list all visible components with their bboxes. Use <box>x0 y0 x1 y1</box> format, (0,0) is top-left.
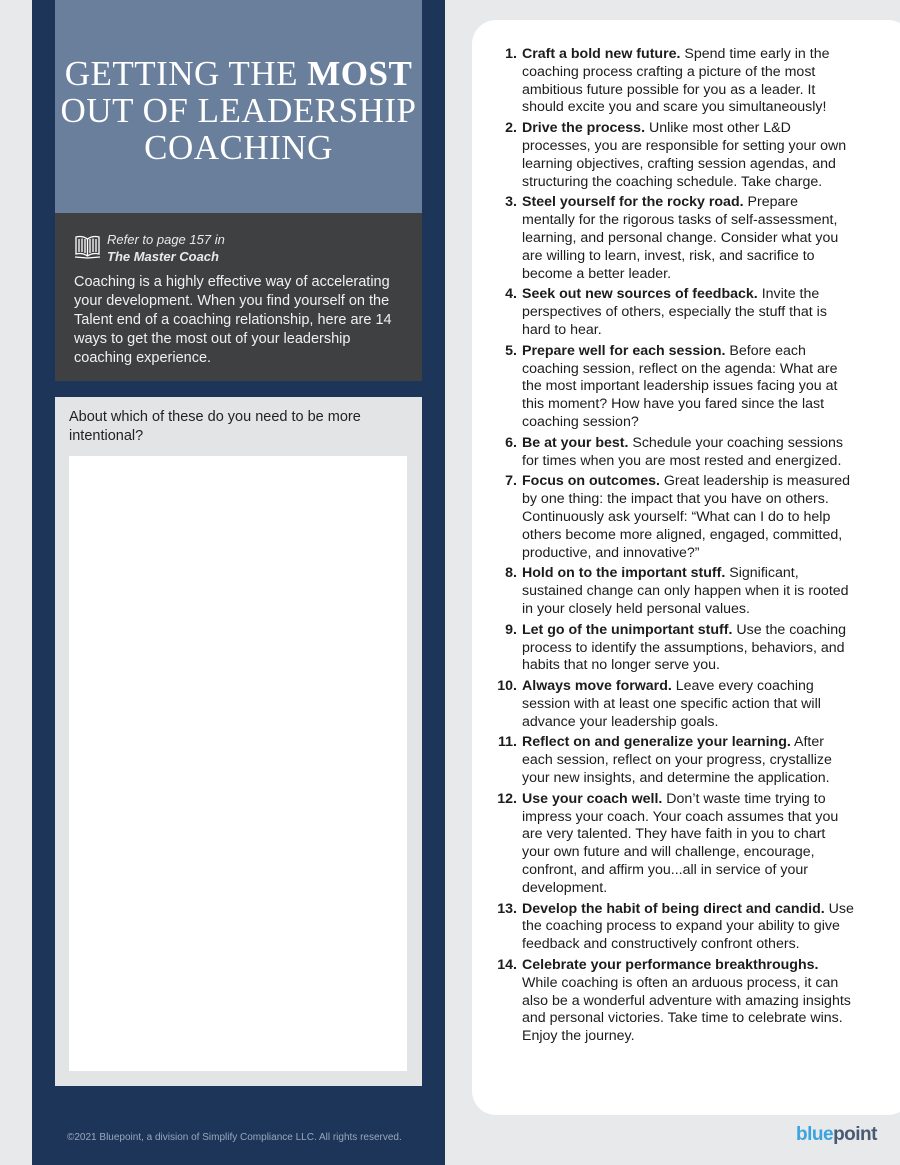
tip-text <box>522 678 854 731</box>
tip-title: Drive the process. <box>522 120 646 137</box>
tip-description: Spend time early in the coaching process crafting a picture of the most ambitious future possible for you as a leader. It should excite you and scare you simultaneously! <box>522 46 830 116</box>
title-line3: COACHING <box>144 128 333 167</box>
tip-description: Use the coaching process to identify the assumptions, behaviors, and habits that no longer serve you. <box>522 621 846 674</box>
tip-number: 8. <box>505 565 517 582</box>
bluepoint-logo <box>796 1124 877 1146</box>
tip-title: Develop the habit of being direct and candid. <box>522 900 825 917</box>
tip-description: Leave every coaching session with at least one specific action that will advance your leadership goals. <box>522 678 821 730</box>
copyright-footer: ©2021 Bluepoint, a division of Simplify Compliance LLC. All rights reserved. <box>67 1132 402 1143</box>
tip-title: Seek out new sources of feedback. <box>522 286 758 303</box>
tip-item <box>494 120 854 191</box>
tip-number: 5. <box>505 342 517 359</box>
tip-description: Before each coaching session, reflect on the agenda: What are the most important leadership issues facing you at this moment? How have you fared since the last coaching session? <box>522 342 838 430</box>
tip-title: Hold on to the important stuff. <box>522 565 726 582</box>
tip-title: Craft a bold new future. <box>522 46 681 62</box>
info-box <box>55 213 422 381</box>
page-title <box>61 55 417 166</box>
tip-number: 6. <box>505 434 517 451</box>
tip-item <box>494 734 854 787</box>
tip-number: 3. <box>505 194 517 211</box>
tip-item <box>494 565 854 618</box>
tip-description: Great leadership is measured by one thing: the impact that you have on others. Continuously ask yourself: “What can I do to help others become more aligned, engaged, committed, productive, and innovative?” <box>522 473 851 561</box>
tip-item <box>494 622 854 675</box>
logo-part-point: point <box>833 1124 877 1145</box>
tip-item <box>494 957 854 1046</box>
reference-book-title: The Master Coach <box>107 249 219 264</box>
tip-description: After each session, reflect on your progress, crystallize your new insights, and determine the application. <box>522 734 832 787</box>
tip-item <box>494 343 854 432</box>
tip-text <box>522 46 854 117</box>
tip-text <box>522 120 854 191</box>
tip-number: 11. <box>498 734 517 751</box>
tip-item <box>494 678 854 731</box>
tip-number: 10. <box>497 678 517 695</box>
tip-title: Focus on outcomes. <box>522 473 660 490</box>
tip-item <box>494 901 854 954</box>
tip-title: Prepare well for each session. <box>522 342 726 359</box>
open-book-icon <box>74 233 101 259</box>
tip-text <box>522 286 854 339</box>
tip-item <box>494 194 854 283</box>
tip-title: Use your coach well. <box>522 790 663 807</box>
intro-paragraph: Coaching is a highly effective way of accelerating your development. When you find yourself on the Talent end of a coaching relationship, here are 14 ways to get the most out of your leadership coaching experience. <box>74 274 392 366</box>
tip-title: Reflect on and generalize your learning. <box>522 734 791 751</box>
tip-text <box>522 957 854 1046</box>
tip-description: Use the coaching process to expand your ability to give feedback and constructively confront others. <box>522 900 854 953</box>
tip-text <box>522 901 854 954</box>
tip-text <box>522 565 854 618</box>
title-line1-pre: GETTING THE <box>64 54 308 93</box>
logo-part-blue: blue <box>796 1124 834 1145</box>
reference-text <box>107 231 225 265</box>
tip-item <box>494 46 854 117</box>
tip-description: Significant, sustained change can only happen when it is rooted in your closely held personal values. <box>522 565 849 617</box>
tip-title: Let go of the unimportant stuff. <box>522 621 733 638</box>
tip-item <box>494 435 854 471</box>
tip-description: Don’t waste time trying to impress your coach. Your coach assumes that you are very talented. They have faith in you to chart your own future and will challenge, encourage, confront, and affirm you...all in service of your development. <box>522 790 839 896</box>
tip-description: Unlike most other L&D processes, you are responsible for setting your own learning objectives, crafting session agendas, and structuring the coaching schedule. Take charge. <box>522 120 847 190</box>
tip-description: Invite the perspectives of others, especially the stuff that is hard to hear. <box>522 286 827 338</box>
title-line1-bold: MOST <box>307 54 413 93</box>
book-reference <box>74 231 404 265</box>
tip-item <box>494 286 854 339</box>
tip-text <box>522 343 854 432</box>
tip-text <box>522 194 854 283</box>
tip-text <box>522 791 854 898</box>
tip-text <box>522 435 854 471</box>
title-line2: OUT OF LEADERSHIP <box>60 91 417 130</box>
tip-number: 12. <box>497 790 517 807</box>
answer-area[interactable] <box>69 456 407 1071</box>
tip-item <box>494 791 854 898</box>
tip-number: 14. <box>497 957 517 974</box>
tips-list <box>494 46 854 1049</box>
tip-text <box>522 473 854 562</box>
tip-description: Prepare mentally for the rigorous tasks of self-assessment, learning, and personal change. Consider what you are willing to learn, invest, risk, and sacrifice to become a better leader. <box>522 194 839 282</box>
tip-title: Always move forward. <box>522 678 672 695</box>
tip-title: Steel yourself for the rocky road. <box>522 194 744 211</box>
tip-number: 2. <box>505 120 517 137</box>
tip-description: Schedule your coaching sessions for times when you are most rested and energized. <box>522 434 843 469</box>
tip-number: 7. <box>505 473 517 490</box>
tip-title: Be at your best. <box>522 434 629 451</box>
tip-number: 9. <box>505 621 517 638</box>
tip-description: While coaching is often an arduous process, it can also be a wonderful adventure with amazing insights and personal victories. Take time to celebrate wins. Enjoy the journey. <box>522 974 851 1045</box>
reference-prefix: Refer to page 157 in <box>107 232 225 247</box>
tip-text <box>522 622 854 675</box>
question-box <box>55 397 422 1086</box>
tip-text <box>522 734 854 787</box>
reflection-question: About which of these do you need to be more intentional? <box>69 409 361 444</box>
tip-number: 13. <box>497 900 517 917</box>
tip-title: Celebrate your performance breakthroughs. <box>522 957 819 974</box>
title-banner <box>55 0 422 213</box>
tip-number: 1. <box>505 46 517 62</box>
tip-number: 4. <box>505 286 517 303</box>
tip-item <box>494 473 854 562</box>
